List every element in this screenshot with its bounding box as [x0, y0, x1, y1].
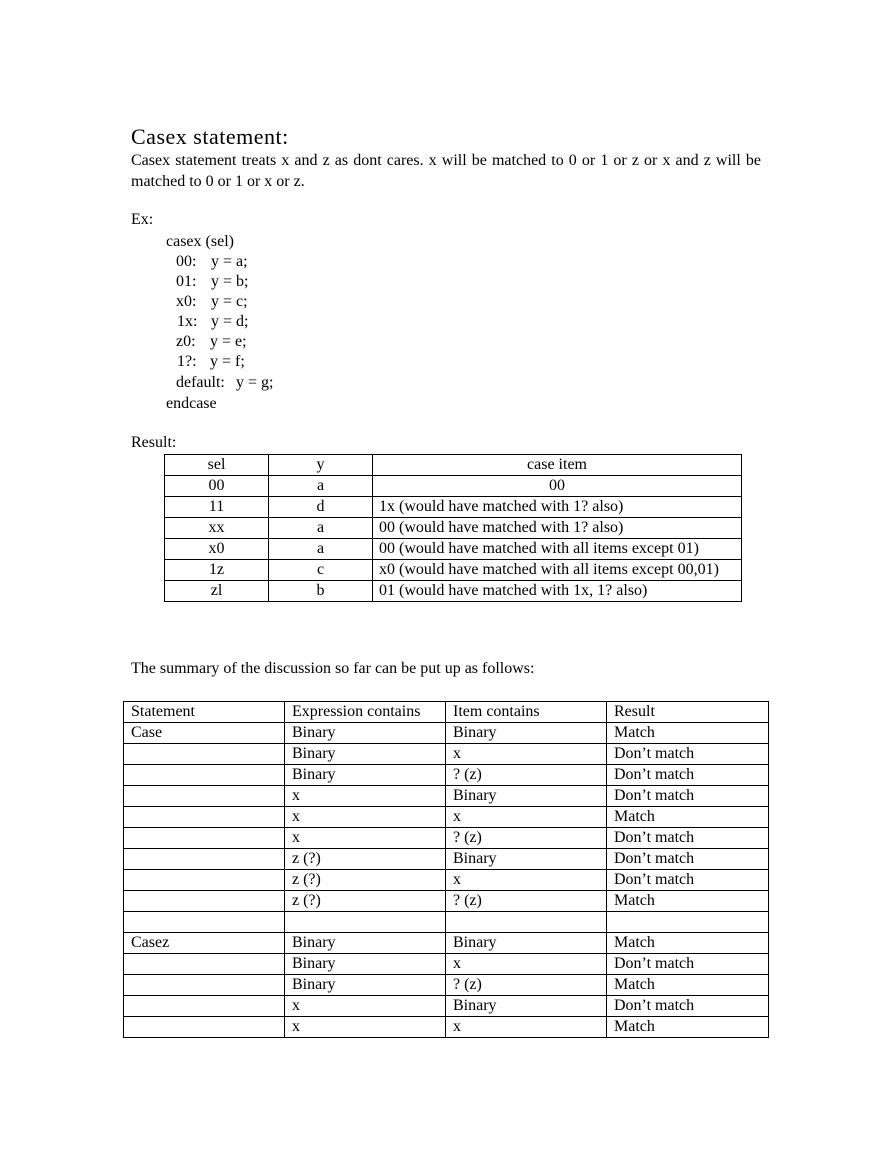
table-cell: Match — [607, 933, 769, 954]
table-cell: x — [446, 807, 607, 828]
table-cell: z (?) — [285, 891, 446, 912]
table-cell: 00 — [373, 476, 742, 497]
table-row — [124, 849, 769, 870]
table-row — [165, 539, 742, 560]
code-item-stmt: y = e; — [210, 333, 247, 350]
summary-table — [123, 701, 769, 1038]
table-cell: x — [285, 1017, 446, 1038]
table-cell: Don’t match — [607, 996, 769, 1017]
table-cell: Binary — [446, 723, 607, 744]
code-item-label: 1?: — [177, 353, 197, 370]
table-row — [124, 1017, 769, 1038]
table-header-row — [124, 702, 769, 723]
table-row — [124, 723, 769, 744]
code-item-label: 00: — [176, 253, 197, 270]
table-cell: b — [269, 581, 373, 602]
table-cell: x — [446, 870, 607, 891]
table-cell: Match — [607, 1017, 769, 1038]
table-cell: 1x (would have matched with 1? also) — [373, 497, 742, 518]
table-cell: 00 (would have matched with 1? also) — [373, 518, 742, 539]
table-cell — [124, 891, 285, 912]
table-cell: Match — [607, 975, 769, 996]
table-row — [124, 828, 769, 849]
table-header-row — [165, 455, 742, 476]
table-cell: zl — [165, 581, 269, 602]
table-cell: z (?) — [285, 849, 446, 870]
table-cell: c — [269, 560, 373, 581]
code-item-label: 1x: — [177, 313, 198, 330]
table-cell — [124, 912, 285, 933]
header-cell: Expression contains — [285, 702, 446, 723]
table-cell: Don’t match — [607, 849, 769, 870]
table-cell — [607, 912, 769, 933]
table-cell: Binary — [285, 765, 446, 786]
table-cell: Binary — [285, 975, 446, 996]
table-cell — [124, 954, 285, 975]
example-label: Ex: — [131, 211, 154, 228]
table-row — [165, 497, 742, 518]
code-item-label: z0: — [176, 333, 196, 350]
code-item-stmt: y = f; — [210, 353, 245, 370]
header-cell: case item — [373, 455, 742, 476]
table-cell — [124, 807, 285, 828]
code-tail: endcase — [166, 395, 217, 412]
table-cell: Don’t match — [607, 828, 769, 849]
table-cell — [124, 744, 285, 765]
table-cell — [124, 975, 285, 996]
table-cell: Binary — [446, 933, 607, 954]
table-cell — [285, 912, 446, 933]
code-item-label: x0: — [176, 293, 197, 310]
code-item-stmt: y = a; — [211, 253, 248, 270]
table-row — [165, 476, 742, 497]
table-row — [124, 912, 769, 933]
table-row — [124, 954, 769, 975]
section-heading: Casex statement: — [131, 124, 289, 149]
table-cell — [446, 912, 607, 933]
table-cell: Casez — [124, 933, 285, 954]
table-cell: ? (z) — [446, 828, 607, 849]
table-row — [124, 807, 769, 828]
table-cell — [124, 1017, 285, 1038]
table-row — [124, 933, 769, 954]
table-cell: Binary — [446, 996, 607, 1017]
table-cell: Binary — [285, 744, 446, 765]
header-cell: Item contains — [446, 702, 607, 723]
table-cell — [124, 786, 285, 807]
table-cell — [124, 996, 285, 1017]
table-row — [165, 581, 742, 602]
table-cell: ? (z) — [446, 975, 607, 996]
table-cell: 11 — [165, 497, 269, 518]
table-cell: Case — [124, 723, 285, 744]
table-cell — [124, 849, 285, 870]
table-row — [124, 744, 769, 765]
table-cell: x — [446, 1017, 607, 1038]
table-row — [124, 975, 769, 996]
result-table — [164, 454, 742, 602]
table-cell: Don’t match — [607, 786, 769, 807]
table-cell: Don’t match — [607, 954, 769, 975]
table-cell: 01 (would have matched with 1x, 1? also) — [373, 581, 742, 602]
table-row — [124, 786, 769, 807]
table-cell: Match — [607, 891, 769, 912]
table-row — [124, 765, 769, 786]
table-cell: x0 — [165, 539, 269, 560]
table-cell: z (?) — [285, 870, 446, 891]
table-row — [124, 891, 769, 912]
code-item-stmt: y = c; — [211, 293, 248, 310]
table-row — [165, 560, 742, 581]
code-item-stmt: y = g; — [236, 374, 274, 391]
code-head: casex (sel) — [166, 233, 234, 250]
table-cell: a — [269, 539, 373, 560]
table-cell: xx — [165, 518, 269, 539]
table-cell: Don’t match — [607, 870, 769, 891]
table-cell: Don’t match — [607, 765, 769, 786]
table-cell: Binary — [446, 849, 607, 870]
table-cell — [124, 870, 285, 891]
table-cell: Don’t match — [607, 744, 769, 765]
result-label: Result: — [131, 434, 177, 451]
table-cell: x0 (would have matched with all items except 00,01) — [373, 560, 742, 581]
code-item-label: 01: — [176, 273, 197, 290]
table-cell: ? (z) — [446, 891, 607, 912]
table-row — [165, 518, 742, 539]
table-cell: 1z — [165, 560, 269, 581]
table-row — [124, 996, 769, 1017]
code-item-stmt: y = b; — [211, 273, 249, 290]
table-cell: x — [285, 786, 446, 807]
table-cell — [124, 765, 285, 786]
table-cell: Binary — [285, 723, 446, 744]
table-cell: Binary — [285, 933, 446, 954]
table-row — [124, 870, 769, 891]
table-cell: x — [285, 996, 446, 1017]
table-cell: 00 — [165, 476, 269, 497]
table-cell: ? (z) — [446, 765, 607, 786]
table-cell: Binary — [285, 954, 446, 975]
table-cell: x — [285, 807, 446, 828]
table-cell: a — [269, 476, 373, 497]
header-cell: sel — [165, 455, 269, 476]
table-cell: x — [446, 954, 607, 975]
table-cell: x — [285, 828, 446, 849]
table-cell: d — [269, 497, 373, 518]
table-cell: Match — [607, 807, 769, 828]
table-cell: Binary — [446, 786, 607, 807]
table-cell: 00 (would have matched with all items except 01) — [373, 539, 742, 560]
table-cell: Match — [607, 723, 769, 744]
table-cell: a — [269, 518, 373, 539]
header-cell: Result — [607, 702, 769, 723]
code-item-label: default: — [176, 374, 225, 391]
summary-intro: The summary of the discussion so far can be put up as follows: — [131, 660, 535, 677]
table-cell: x — [446, 744, 607, 765]
header-cell: y — [269, 455, 373, 476]
table-cell — [124, 828, 285, 849]
intro-paragraph: Casex statement treats x and z as dont cares. x will be matched to 0 or 1 or z or x and z will be matched to 0 or 1 or x or z. — [131, 152, 761, 190]
header-cell: Statement — [124, 702, 285, 723]
code-item-stmt: y = d; — [211, 313, 249, 330]
